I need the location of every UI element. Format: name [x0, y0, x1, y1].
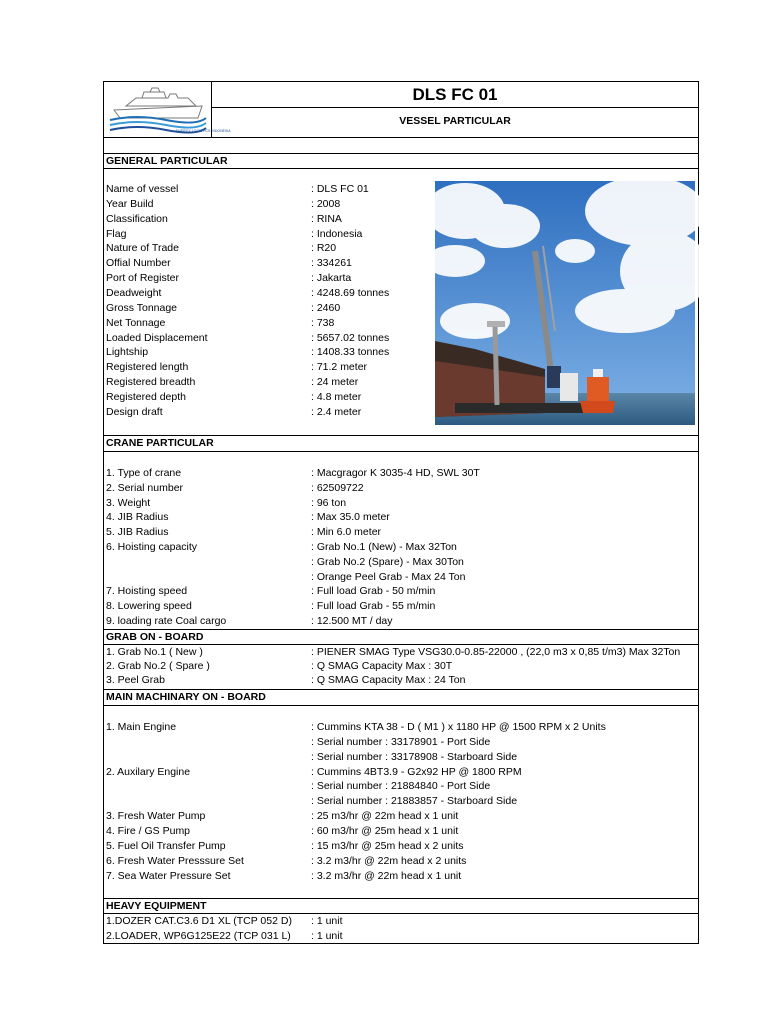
row-value: : 1 unit — [311, 929, 343, 942]
table-row — [106, 510, 696, 525]
table-row — [106, 570, 696, 585]
row-value: : 4.8 meter — [311, 390, 362, 403]
row-label: Offial Number — [106, 257, 171, 270]
table-row — [106, 525, 696, 540]
row-label: 6. Hoisting capacity — [106, 541, 198, 553]
vessel-particular-sheet — [103, 81, 699, 944]
row-label: Year Build — [106, 197, 154, 210]
row-label: 4. Fire / GS Pump — [106, 824, 191, 837]
row-label: Loaded Displacement — [106, 331, 208, 344]
row-label: 6. Fresh Water Presssure Set — [106, 854, 244, 867]
row-value: : 12.500 MT / day — [311, 615, 393, 627]
table-row — [106, 809, 696, 824]
table-row — [106, 839, 696, 854]
table-row — [106, 645, 696, 660]
table-row — [106, 481, 696, 496]
table-row — [106, 540, 696, 555]
row-value: : Serial number : 33178908 - Starboard Side — [311, 750, 518, 763]
table-row — [106, 555, 696, 570]
table-row — [106, 854, 696, 869]
table-row — [106, 673, 696, 688]
row-label: 7. Sea Water Pressure Set — [106, 869, 231, 882]
table-row — [106, 496, 696, 511]
row-label: 7. Hoisting speed — [106, 585, 188, 598]
table-row — [106, 765, 696, 780]
row-value: : 738 — [311, 316, 335, 329]
table-row — [106, 929, 696, 944]
row-value: : Q SMAG Capacity Max : 30T — [311, 660, 453, 672]
row-value: : 96 ton — [311, 496, 347, 509]
row-value: : Serial number : 33178901 - Port Side — [311, 735, 491, 748]
row-label: Classification — [106, 212, 168, 225]
row-label: 2. Serial number — [106, 481, 184, 494]
table-row — [106, 750, 696, 765]
table-row — [106, 824, 696, 839]
table-row — [106, 794, 696, 809]
row-label: Name of vessel — [106, 183, 179, 195]
row-label: 2. Auxilary Engine — [106, 765, 191, 778]
row-label: Port of Register — [106, 272, 179, 285]
row-value: : Min 6.0 meter — [311, 526, 382, 539]
row-value: : 1408.33 tonnes — [311, 346, 390, 359]
row-label: Registered depth — [106, 390, 186, 403]
section-heading-heavy: HEAVY EQUIPMENT — [106, 900, 207, 912]
row-label: 5. JIB Radius — [106, 526, 169, 539]
row-label: 1. Grab No.1 ( New ) — [106, 646, 203, 658]
vessel-photo — [435, 181, 695, 425]
row-value: : Serial number : 21884840 - Port Side — [311, 780, 491, 793]
row-label: Gross Tonnage — [106, 301, 178, 314]
row-label: 1. Main Engine — [106, 721, 177, 733]
row-label: 4. JIB Radius — [106, 511, 169, 524]
row-value: : 2008 — [311, 197, 341, 210]
row-value: : 15 m3/hr @ 25m head x 2 units — [311, 839, 464, 852]
row-label: Registered length — [106, 361, 189, 374]
table-row — [106, 720, 696, 735]
row-value: : 60 m3/hr @ 25m head x 1 unit — [311, 824, 459, 837]
logo-text: ENERGY LOGISTICS INDONESIA — [176, 129, 231, 133]
row-value: : 71.2 meter — [311, 361, 368, 374]
row-value: : Grab No.2 (Spare) - Max 30Ton — [311, 555, 464, 568]
row-label: 8. Lowering speed — [106, 600, 192, 613]
row-value: : Jakarta — [311, 272, 352, 285]
row-value: : 2460 — [311, 301, 341, 314]
row-label: Nature of Trade — [106, 242, 179, 255]
row-label: Lightship — [106, 346, 149, 359]
row-value: : Indonesia — [311, 227, 363, 240]
row-value: : 25 m3/hr @ 22m head x 1 unit — [311, 810, 459, 823]
row-value: : Full load Grab - 55 m/min — [311, 600, 436, 613]
row-label: 1. Type of crane — [106, 467, 182, 479]
table-row — [106, 466, 696, 481]
section-heading-machinery: MAIN MACHINARY ON - BOARD — [106, 691, 266, 703]
row-label: 2.LOADER, WP6G125E22 (TCP 031 L) — [106, 929, 291, 942]
row-value: : DLS FC 01 — [311, 183, 369, 195]
table-row — [106, 599, 696, 614]
row-label: 5. Fuel Oil Transfer Pump — [106, 839, 226, 852]
row-label: 3. Fresh Water Pump — [106, 810, 206, 823]
row-value: : 1 unit — [311, 915, 343, 927]
row-label: 2. Grab No.2 ( Spare ) — [106, 660, 210, 672]
table-row — [106, 914, 696, 929]
row-value: : 5657.02 tonnes — [311, 331, 390, 344]
row-label: 3. Weight — [106, 496, 151, 509]
row-value: : 2.4 meter — [311, 405, 362, 418]
row-label: Flag — [106, 227, 127, 240]
document-title: DLS FC 01 — [412, 85, 498, 104]
document-subtitle: VESSEL PARTICULAR — [399, 115, 511, 127]
table-row — [106, 659, 696, 674]
row-label: 9. loading rate Coal cargo — [106, 615, 227, 627]
table-row — [106, 584, 696, 599]
row-value: : 334261 — [311, 257, 352, 270]
row-value: : 4248.69 tonnes — [311, 286, 390, 299]
row-value: : PIENER SMAG Type VSG30.0-0.85-22000 , (22,0 m3 x 0,85 t/m3) Max 32Ton — [311, 646, 681, 658]
row-label: Net Tonnage — [106, 316, 166, 329]
row-value: : 62509722 — [311, 481, 364, 494]
row-value: : Cummins KTA 38 - D ( M1 ) x 1180 HP @ 1500 RPM x 2 Units — [311, 721, 606, 733]
row-value: : Macgragor K 3035-4 HD, SWL 30T — [311, 467, 480, 479]
row-value: : 3.2 m3/hr @ 22m head x 1 unit — [311, 869, 462, 882]
row-label: 1.DOZER CAT.C3.6 D1 XL (TCP 052 D) — [106, 915, 292, 927]
section-heading-grab: GRAB ON - BOARD — [106, 631, 204, 643]
company-logo — [106, 84, 231, 136]
row-value: : R20 — [311, 242, 337, 255]
row-value: : Serial number : 21883857 - Starboard Side — [311, 795, 518, 808]
row-value: : 3.2 m3/hr @ 22m head x 2 units — [311, 854, 467, 867]
table-row — [106, 779, 696, 794]
table-row — [106, 614, 696, 629]
row-label: Design draft — [106, 405, 163, 418]
row-value: : Orange Peel Grab - Max 24 Ton — [311, 570, 466, 583]
row-value: : Full load Grab - 50 m/min — [311, 585, 436, 598]
table-row — [106, 735, 696, 750]
row-label: 3. Peel Grab — [106, 674, 165, 686]
row-value: : Q SMAG Capacity Max : 24 Ton — [311, 674, 466, 686]
row-value: : RINA — [311, 212, 342, 225]
row-value: : Grab No.1 (New) - Max 32Ton — [311, 541, 457, 553]
table-row — [106, 869, 696, 884]
row-value: : Max 35.0 meter — [311, 511, 390, 524]
section-heading-general: GENERAL PARTICULAR — [106, 155, 228, 167]
row-value: : Cummins 4BT3.9 - G2x92 HP @ 1800 RPM — [311, 765, 522, 778]
section-heading-crane: CRANE PARTICULAR — [106, 437, 214, 449]
row-label: Registered breadth — [106, 376, 196, 389]
row-value: : 24 meter — [311, 376, 359, 389]
row-label: Deadweight — [106, 286, 162, 299]
